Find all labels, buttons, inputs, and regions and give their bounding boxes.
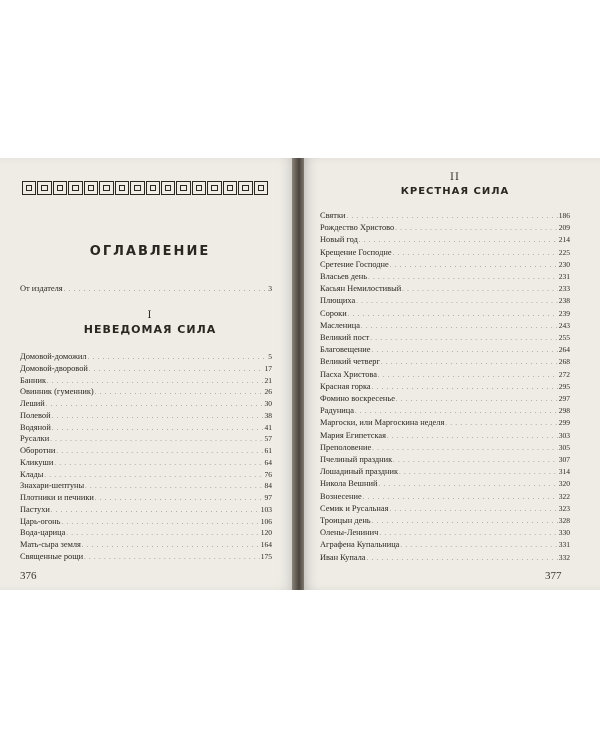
ornamental-border — [22, 181, 268, 195]
toc-entry-page: 322 — [558, 491, 570, 501]
toc-entry-title: От издателя — [20, 284, 63, 293]
toc-entry-page: 209 — [558, 223, 570, 233]
toc-entry-page: 238 — [558, 296, 570, 306]
page-number-right: 377 — [545, 570, 562, 582]
part-two-title: КРЕСТНАЯ СИЛА — [400, 186, 510, 197]
toc-leader-dots — [361, 320, 558, 333]
toc-entry-title: Семик и Русальная — [320, 503, 389, 513]
toc-entry — [320, 247, 570, 259]
border-ornament — [84, 181, 98, 195]
toc-entry — [20, 398, 272, 410]
toc-leader-dots — [393, 247, 558, 260]
toc-entry-title: Плющиха — [320, 296, 356, 306]
toc-leader-dots — [402, 283, 558, 296]
page-number-left: 376 — [20, 570, 37, 582]
toc-entry-title: Мать-сыра земля — [20, 540, 81, 549]
toc-entry-page: 299 — [558, 418, 570, 428]
toc-leader-dots — [399, 466, 558, 479]
toc-entry — [320, 295, 570, 307]
toc-entry-page: 61 — [264, 446, 272, 455]
toc-entry-page: 298 — [558, 406, 570, 416]
toc-entry-page: 26 — [264, 387, 272, 397]
toc-leader-dots — [84, 551, 260, 564]
toc-entry-title: Касьян Немилостивый — [320, 284, 402, 294]
toc-entry-title: Оборотни — [20, 446, 56, 455]
toc-entry — [320, 283, 570, 295]
toc-entry-page: 230 — [558, 259, 570, 269]
toc-entry-page: 225 — [558, 247, 570, 257]
toc-leader-dots — [378, 369, 558, 382]
part-one-title: НЕВЕДОМАЯ СИЛА — [83, 323, 217, 336]
toc-leader-dots — [356, 295, 558, 308]
toc-leader-dots — [396, 393, 558, 406]
toc-entry-page: 17 — [264, 363, 272, 373]
toc-entry-title: Великий пост — [320, 333, 370, 342]
toc-entry-title: Леший — [20, 399, 45, 408]
border-ornament — [146, 181, 160, 195]
toc-entry — [320, 308, 570, 320]
toc-leader-dots — [390, 259, 558, 272]
toc-entry-page: 41 — [264, 422, 272, 432]
toc-entry-title: Русалки — [20, 434, 50, 444]
toc-leader-dots — [372, 442, 558, 455]
toc-entry-page: 175 — [260, 551, 272, 561]
toc-entry-page: 186 — [558, 211, 570, 220]
toc-entry-page: 97 — [264, 493, 272, 502]
toc-entry — [320, 210, 570, 222]
border-ornament — [254, 181, 268, 195]
toc-entry-page: 64 — [264, 457, 272, 467]
toc-entry-title: Плотники и печники — [20, 493, 94, 502]
toc-entry — [320, 393, 570, 405]
toc-entry — [320, 405, 570, 417]
toc-leader-dots — [378, 478, 557, 491]
toc-entry — [320, 222, 570, 234]
toc-entry — [320, 259, 570, 271]
toc-entry-title: Маргоски, или Маргоскина неделя — [320, 418, 445, 428]
toc-entry — [20, 527, 272, 539]
toc-entry-title: Овинник (гуменник) — [20, 387, 94, 397]
toc-entry — [320, 454, 570, 466]
toc-entry-title: Царь-огонь — [20, 516, 61, 526]
toc-entry — [320, 539, 570, 551]
toc-entry-title: Никола Вешний — [320, 479, 378, 489]
toc-entry-title: Красная горка — [320, 381, 371, 391]
toc-entry-page: 332 — [558, 552, 570, 562]
toc-entry-title: Масленица — [320, 320, 360, 330]
toc-entry-page: 30 — [264, 399, 272, 408]
contents-title: ОГЛАВЛЕНИЕ — [89, 244, 211, 259]
toc-entry — [320, 320, 570, 332]
toc-leader-dots — [368, 271, 558, 284]
toc-entry — [320, 381, 570, 393]
toc-entry-title: Радуница — [320, 406, 354, 416]
toc-entry — [20, 386, 272, 398]
toc-leader-dots — [445, 417, 557, 430]
border-ornament — [192, 181, 206, 195]
toc-leader-dots — [347, 210, 558, 223]
toc-leader-dots — [348, 308, 558, 321]
toc-entry — [320, 527, 570, 539]
toc-entry — [20, 351, 272, 363]
toc-entry-title: Полевой — [20, 410, 51, 420]
border-ornament — [37, 181, 51, 195]
toc-entry-page: 5 — [268, 352, 272, 361]
toc-entry — [20, 422, 272, 434]
toc-entry-page: 103 — [260, 504, 272, 514]
toc-entry — [20, 539, 272, 551]
toc-leader-dots — [393, 454, 558, 467]
toc-leader-dots — [387, 430, 558, 443]
toc-entry-page: 323 — [558, 503, 570, 513]
toc-entry — [20, 363, 272, 375]
toc-entry — [320, 442, 570, 454]
toc-entry-title: Пасха Христова — [320, 369, 377, 379]
toc-entry-title: Клады — [20, 469, 44, 479]
toc-entry — [320, 515, 570, 527]
toc-entry-title: Крещение Господне — [320, 247, 392, 257]
toc-entry-title: Аграфена Купальница — [320, 540, 400, 550]
toc-entry-page: 106 — [260, 516, 272, 526]
toc-entry — [320, 430, 570, 442]
toc-entry-title: Пчелиный праздник — [320, 455, 393, 464]
toc-leader-dots — [363, 491, 558, 504]
toc-entry-title: Фомино воскресенье — [320, 394, 395, 403]
toc-entry-title: Преполовение — [320, 442, 372, 452]
toc-entry — [320, 552, 570, 564]
toc-entry — [320, 417, 570, 429]
toc-entry-preface — [20, 283, 272, 295]
toc-entry-title: Банник — [20, 375, 47, 385]
toc-entry-title: Кликуши — [20, 457, 54, 467]
toc-entry — [20, 457, 272, 469]
toc-entry — [20, 504, 272, 516]
toc-entry-page: 57 — [264, 434, 272, 444]
toc-leader-dots — [381, 356, 558, 369]
toc-entry-page: 307 — [558, 455, 570, 464]
toc-entry-title: Вознесение — [320, 491, 362, 501]
toc-entry-title: Вода-царица — [20, 528, 66, 538]
toc-entry — [20, 445, 272, 457]
toc-entry — [20, 492, 272, 504]
toc-entry-title: Великий четверг — [320, 357, 380, 367]
toc-entry-page: 295 — [558, 381, 570, 391]
toc-leader-dots — [372, 381, 558, 394]
border-ornament — [238, 181, 252, 195]
toc-entry-title: Рождество Христово — [320, 223, 395, 233]
toc-entry-title: Сретение Господне — [320, 259, 389, 269]
toc-leader-dots — [371, 344, 557, 357]
toc-entry — [320, 356, 570, 368]
toc-leader-dots — [372, 515, 558, 528]
toc-entry-title: Иван Купала — [320, 552, 366, 562]
toc-entry — [20, 516, 272, 528]
toc-entry — [20, 375, 272, 387]
part-two-number: II — [450, 172, 460, 183]
toc-entry-title: Мария Египетская — [320, 430, 387, 440]
toc-entry-title: Водяной — [20, 422, 51, 432]
border-ornament — [130, 181, 144, 195]
toc-leader-dots — [355, 405, 558, 418]
toc-entry-page: 214 — [558, 235, 570, 245]
toc-entry-page: 314 — [558, 467, 570, 477]
toc-entry-page: 303 — [558, 430, 570, 440]
toc-entry-page: 3 — [268, 284, 272, 293]
toc-entry-title: Олены-Ленинич — [320, 528, 379, 538]
toc-entry-title: Домовой-дворовой — [20, 363, 88, 373]
border-ornament — [207, 181, 221, 195]
border-ornament — [68, 181, 82, 195]
border-ornament — [223, 181, 237, 195]
toc-entry-page: 272 — [558, 369, 570, 379]
toc-leader-dots — [395, 222, 558, 235]
toc-entry-page: 38 — [264, 410, 272, 420]
toc-entry-page: 120 — [260, 528, 272, 538]
toc-leader-dots — [379, 527, 557, 540]
toc-entry-page: 331 — [558, 540, 570, 550]
border-ornament — [115, 181, 129, 195]
book-spine — [292, 158, 304, 590]
toc-entry-page: 84 — [264, 481, 272, 491]
border-ornament — [161, 181, 175, 195]
toc-entry — [320, 332, 570, 344]
toc-entry — [320, 503, 570, 515]
toc-entry-page: 328 — [558, 516, 570, 525]
toc-entry-title: Лошадиный праздник — [320, 467, 399, 477]
toc-entry-title: Новый год — [320, 235, 358, 245]
part-one-number: I — [147, 310, 153, 321]
toc-entry-title: Священные рощи — [20, 551, 84, 561]
toc-entry-title: Власьев день — [320, 272, 368, 281]
toc-entry-page: 21 — [264, 375, 272, 385]
toc-entry — [320, 344, 570, 356]
toc-entry — [320, 491, 570, 503]
toc-entry-page: 297 — [558, 394, 570, 403]
toc-entry-page: 268 — [558, 357, 570, 367]
border-ornament — [99, 181, 113, 195]
toc-entry-title: Домовой-доможил — [20, 352, 87, 361]
toc-entry — [320, 271, 570, 283]
toc-entry-page: 305 — [558, 442, 570, 452]
border-ornament — [176, 181, 190, 195]
toc-entry-page: 255 — [558, 333, 570, 342]
toc-entry-page: 243 — [558, 320, 570, 330]
toc-entry — [20, 551, 272, 563]
toc-entry-page: 76 — [264, 469, 272, 479]
toc-leader-dots — [359, 234, 558, 247]
toc-entry-title: Пастухи — [20, 504, 50, 514]
toc-entry-page: 264 — [558, 345, 570, 355]
border-ornament — [53, 181, 67, 195]
toc-entry-page: 231 — [558, 272, 570, 281]
toc-leader-dots — [367, 552, 558, 565]
toc-leader-dots — [389, 503, 557, 516]
toc-entry-page: 164 — [260, 540, 272, 549]
toc-entry — [20, 433, 272, 445]
toc-entry-page: 330 — [558, 528, 570, 538]
toc-leader-dots — [64, 283, 268, 296]
border-ornament — [22, 181, 36, 195]
toc-entry-page: 233 — [558, 284, 570, 294]
toc-entry-title: Сороки — [320, 308, 347, 318]
toc-entry-page: 320 — [558, 479, 570, 489]
toc-entry — [20, 410, 272, 422]
toc-leader-dots — [370, 332, 557, 345]
toc-entry-title: Троицын день — [320, 516, 371, 525]
toc-entry-title: Благовещение — [320, 345, 371, 355]
toc-entry — [320, 466, 570, 478]
toc-entry — [320, 369, 570, 381]
toc-entry-title: Знахари-шептуны — [20, 481, 85, 491]
toc-entry — [20, 480, 272, 492]
toc-entry-page: 239 — [558, 308, 570, 318]
toc-entry — [320, 478, 570, 490]
toc-entry — [320, 234, 570, 246]
toc-entry — [20, 469, 272, 481]
toc-entry-title: Святки — [320, 211, 346, 220]
toc-leader-dots — [400, 539, 557, 552]
